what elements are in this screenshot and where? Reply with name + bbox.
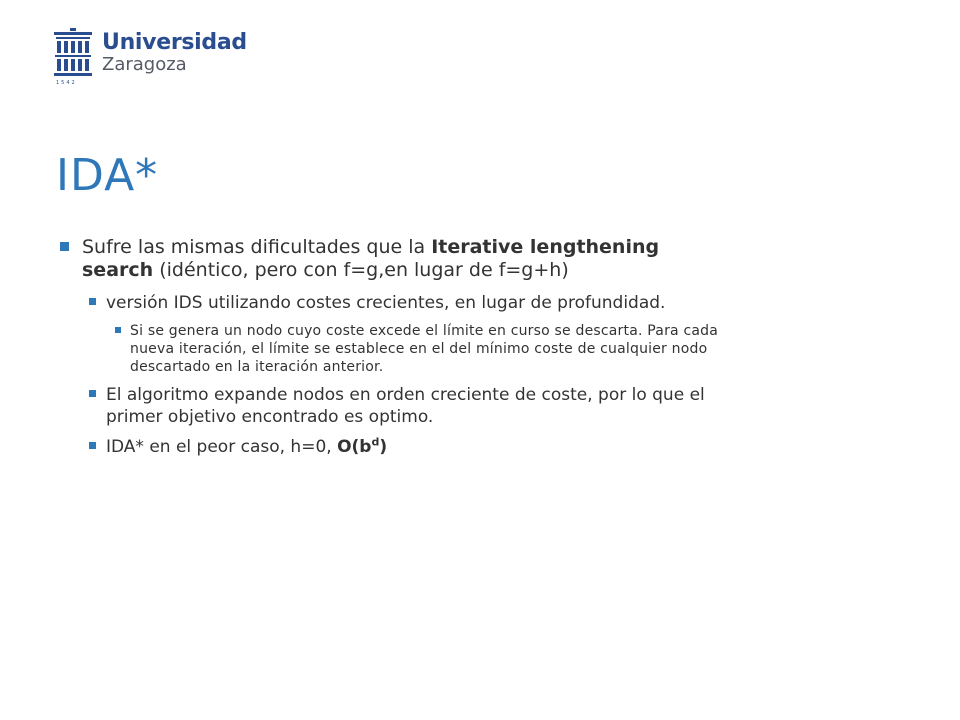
university-emblem-icon [52,28,94,80]
bullet-level2-item [88,436,718,458]
bullet-level1-item [58,236,718,282]
bullet-list [58,236,718,466]
logo-year: 1542 [56,80,77,86]
bullet-level3-item [114,322,718,376]
logo-text [102,32,247,74]
bullet-text: Sufre las mismas dificultades que la [82,236,432,258]
bullet-text: Si se genera un nodo cuyo coste excede el límite en curso se descarta. Para cada nueva iteración, el límite se establece en el del mínimo coste de cualquier nodo descartado en la iteración anterior. [130,323,718,375]
bullet-level2-item [88,292,718,314]
bullet-text: versión IDS utilizando costes crecientes, en lugar de profundidad. [106,293,666,313]
square-bullet-icon [115,327,121,333]
complexity-formula [337,437,387,457]
formula-base: O(b [337,437,372,457]
university-logo [52,28,252,92]
square-bullet-icon [89,442,96,449]
square-bullet-icon [60,242,69,251]
bullet-text: IDA* en el peor caso, h=0, [106,437,338,457]
bullet-text: El algoritmo expande nodos en orden creciente de coste, por lo que el primer objetivo encontrado es optimo. [106,385,705,427]
formula-close: ) [379,437,388,457]
slide-title: IDA* [56,150,159,201]
logo-line-universidad: Universidad [102,30,247,55]
square-bullet-icon [89,298,96,305]
logo-line-zaragoza: Zaragoza [102,54,187,75]
bullet-text: (idéntico, pero con f=g,en lugar de f=g+h) [153,259,569,281]
square-bullet-icon [89,390,96,397]
bullet-bold-text: Iterative lengthening search [82,236,660,281]
bullet-level2-item [88,384,718,428]
formula-exponent: d [371,435,380,449]
